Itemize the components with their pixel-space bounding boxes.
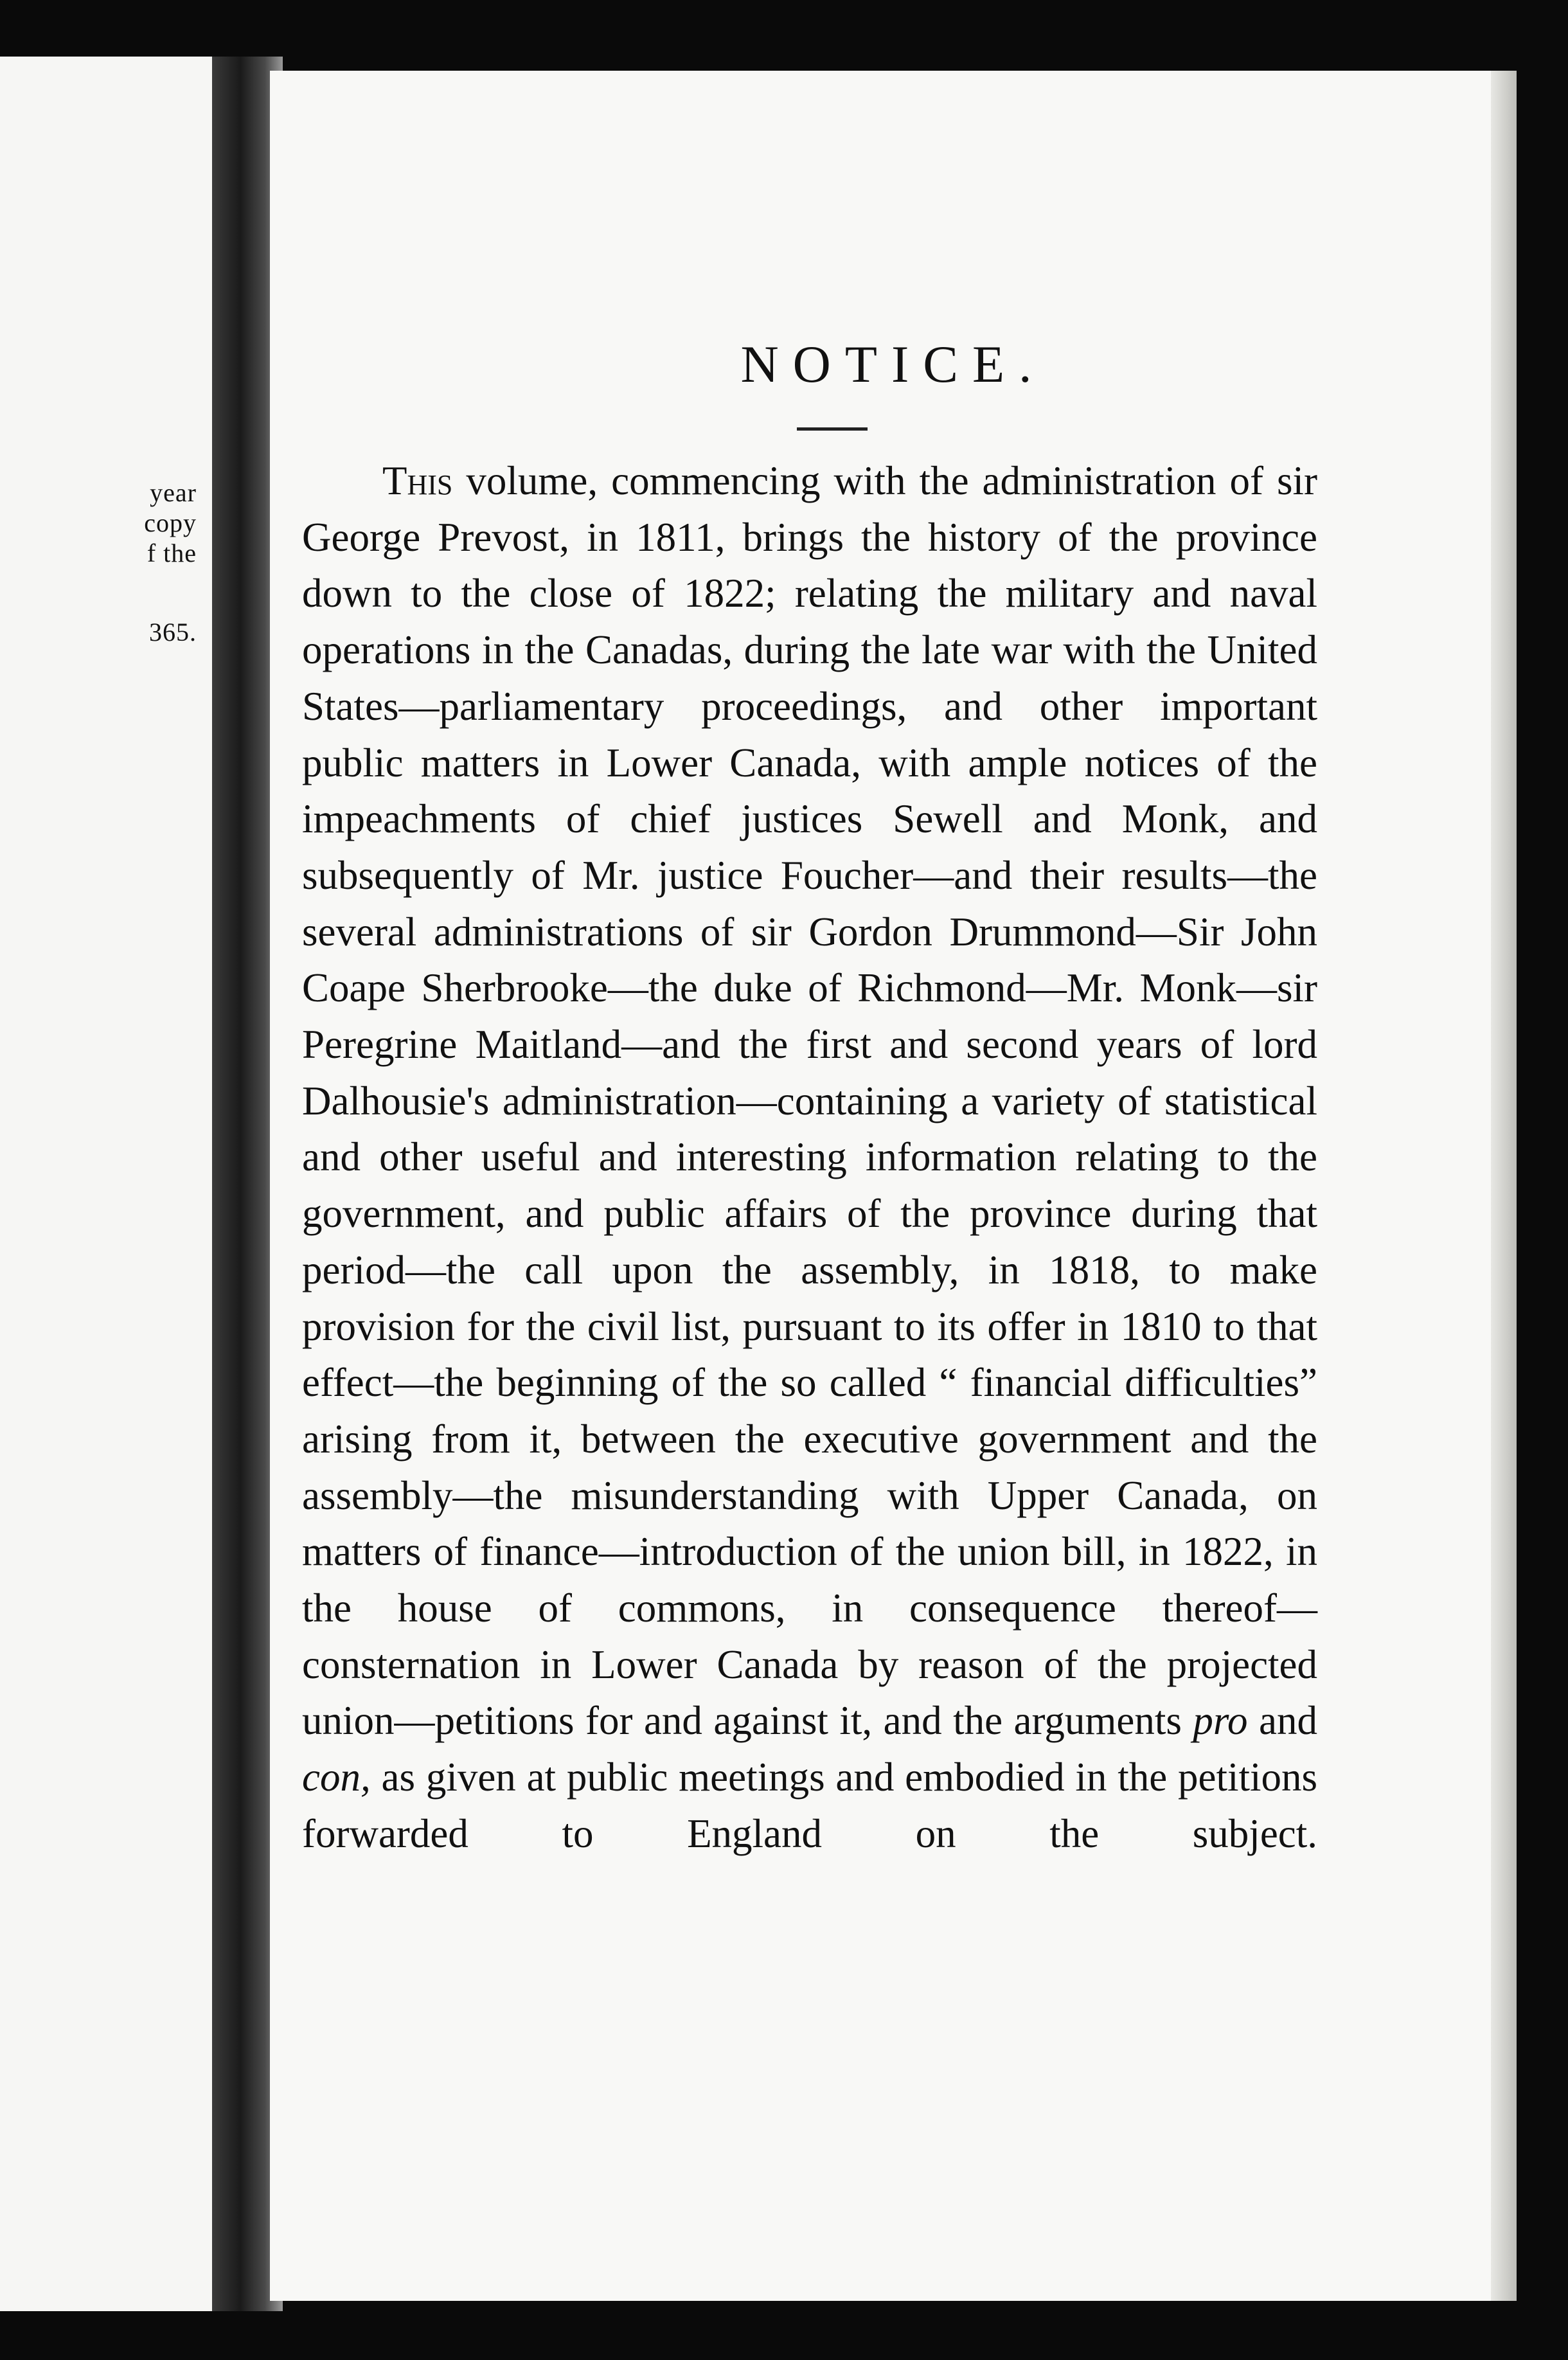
italic-pro: pro xyxy=(1193,1698,1248,1744)
notice-body xyxy=(302,453,1317,1863)
right-page xyxy=(270,71,1517,2301)
italic-con: con, xyxy=(302,1755,371,1800)
left-page-fragment: year xyxy=(150,478,197,507)
page-edge xyxy=(1491,71,1517,2301)
title-rule xyxy=(797,427,868,431)
page-title: NOTICE. xyxy=(740,335,1046,393)
body-text-2: and xyxy=(1247,1698,1317,1744)
lead-word: This xyxy=(382,458,453,503)
left-page xyxy=(0,57,212,2311)
left-page-fragment: copy xyxy=(144,508,197,537)
left-page-fragment: f the xyxy=(147,539,197,568)
body-text-1: volume, commencing with the administration of sir George Prevost, in 1811, brings the history of the province down to the close of 1822; relating the military and naval operations in the Canadas, during the late war with the United States—parliamentary proceedings, and other important public matters in Lower Canada, with ample notices of the impeachments of chief justices Sewell and Monk, and subsequently of Mr. justice Foucher—and their results—the several administrations of sir Gordon Drummond—Sir John Coape Sherbrooke—the duke of Richmond—Mr. Monk—sir Peregrine Maitland—and the first and second years of lord Dalhousie's administration—containing a variety of statistical and other useful and interesting information relating to the government, and public affairs of the province during that period—the call upon the assembly, in 1818, to make provision for the civil list, pursuant to its offer in 1810 to that effect—the beginning of the so called “ financial difficulties” arising from it, between the executive government and the assembly—the misunderstanding with Upper Canada, on matters of finance—introduction of the union bill, in 1822, in the house of commons, in consequence thereof—consternation in Lower Canada by reason of the projected union—petitions for and against it, and the arguments xyxy=(302,458,1317,1744)
left-page-fragment: 365. xyxy=(149,618,197,647)
body-text-3: as given at public meetings and embodied in the petitions forwarded to England on the subject. xyxy=(302,1755,1317,1856)
